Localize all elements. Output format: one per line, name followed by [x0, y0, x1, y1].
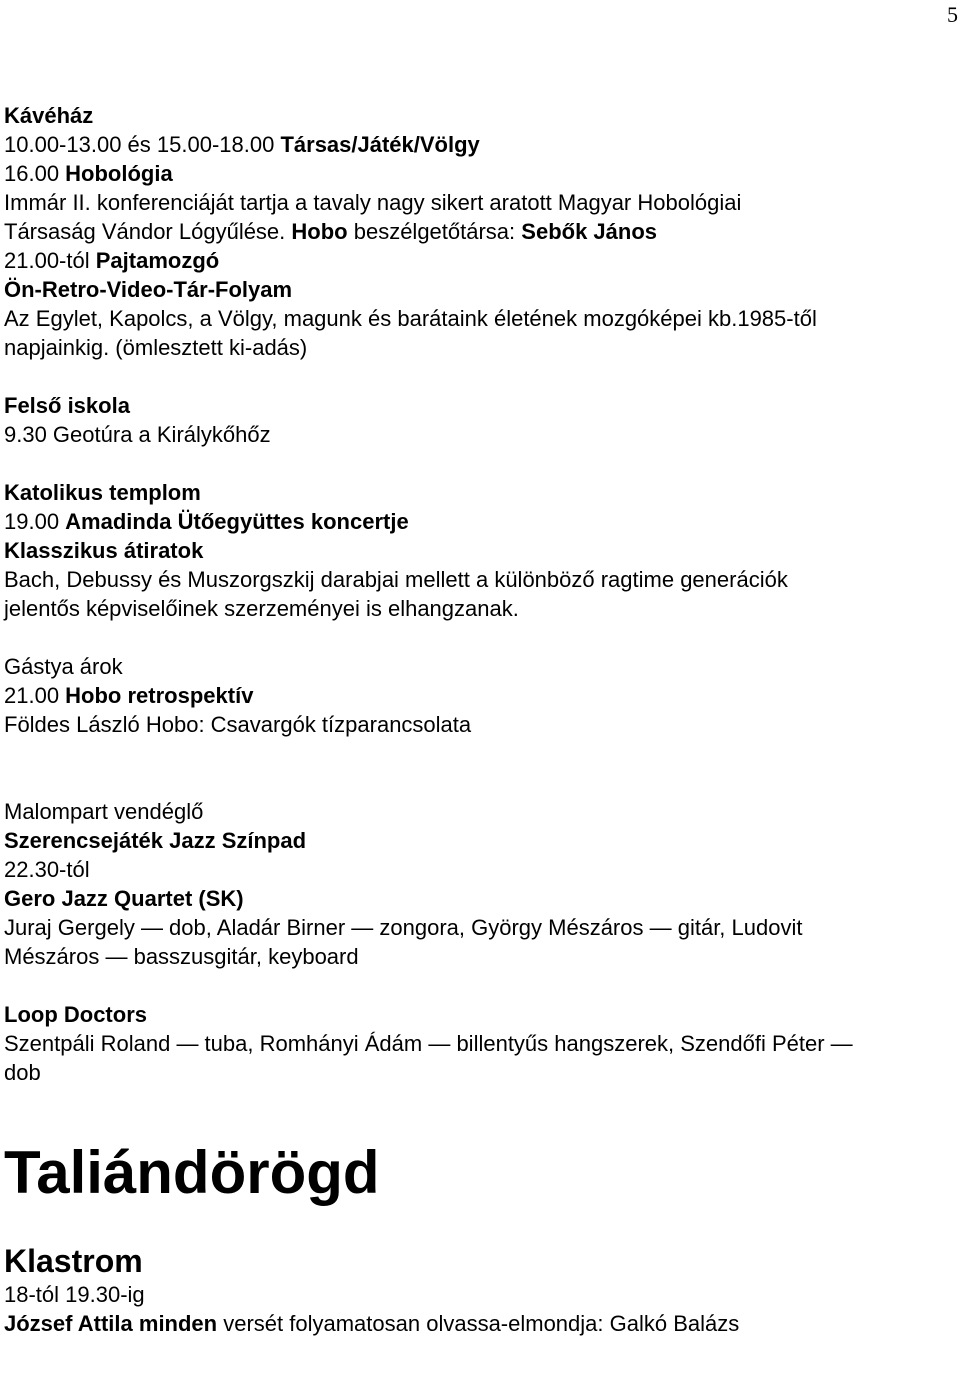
event-subtitle: Ön-Retro-Video-Tár-Folyam	[4, 277, 293, 302]
section-katolikus-templom	[4, 478, 944, 623]
section-taliandorogd	[4, 1137, 944, 1338]
event-time: 16.00	[4, 161, 66, 186]
venue-heading: Kávéház	[4, 103, 94, 128]
section-felso-iskola	[4, 391, 944, 449]
program-document	[4, 101, 944, 1338]
event-description: Juraj Gergely — dob, Aladár Birner — zongora, György Mészáros — gitár, Ludovit	[4, 915, 803, 940]
event-description: Immár II. konferenciáját tartja a tavaly nagy sikert aratott Magyar Hobológiai	[4, 190, 742, 215]
venue-heading: Katolikus templom	[4, 480, 201, 505]
section-kavehaz	[4, 101, 944, 362]
event-title: Hobológia	[65, 161, 173, 186]
event-description: jelentős képviselőinek szerzeményei is elhangzanak.	[4, 596, 519, 621]
desc-text: beszélgetőtársa:	[347, 219, 522, 244]
page-number: 5	[947, 2, 958, 27]
event-description: Mészáros — basszusgitár, keyboard	[4, 944, 359, 969]
event-title: József Attila minden	[4, 1311, 218, 1336]
event-description: Szentpáli Roland — tuba, Romhányi Ádám — billentyűs hangszerek, Szendőfi Péter —	[4, 1031, 853, 1056]
event-time: 19.00	[4, 509, 66, 534]
event-time: 10.00-13.00 és 15.00-18.00	[4, 132, 281, 157]
event-description	[4, 217, 944, 246]
event-line	[4, 130, 944, 159]
event-title: Gero Jazz Quartet (SK)	[4, 886, 244, 911]
event-description: Földes László Hobo: Csavargók tízparancsolata	[4, 712, 472, 737]
event-line	[4, 246, 944, 275]
event-time: 21.00	[4, 683, 66, 708]
venue-heading: Felső iskola	[4, 393, 130, 418]
section-gastya-arok	[4, 652, 944, 739]
section-malompart	[4, 797, 944, 1087]
event-time: 18-tól 19.30-ig	[4, 1282, 145, 1307]
village-title: Taliándörögd	[4, 1139, 380, 1206]
event-line	[4, 159, 944, 188]
event-title: Loop Doctors	[4, 1002, 147, 1027]
event-title: Társas/Játék/Völgy	[280, 132, 480, 157]
event-description: napjainkig. (ömlesztett ki-adás)	[4, 335, 308, 360]
event-line: 9.30 Geotúra a Királykőhőz	[4, 422, 271, 447]
event-title: Hobo retrospektív	[65, 683, 254, 708]
event-title: Amadinda Ütőegyüttes koncertje	[65, 509, 409, 534]
event-description: Az Egylet, Kapolcs, a Völgy, magunk és barátaink életének mozgóképei kb.1985-től	[4, 306, 817, 331]
event-description: Bach, Debussy és Muszorgszkij darabjai mellett a különböző ragtime generációk	[4, 567, 788, 592]
event-line	[4, 1309, 944, 1338]
venue-heading: Malompart vendéglő	[4, 799, 204, 824]
event-description: versét folyamatosan olvassa-elmondja: Galkó Balázs	[217, 1311, 740, 1336]
desc-name: Sebők János	[521, 219, 657, 244]
event-line	[4, 507, 944, 536]
event-subtitle: Klasszikus átiratok	[4, 538, 204, 563]
event-description: dob	[4, 1060, 41, 1085]
event-title: Pajtamozgó	[95, 248, 220, 273]
event-time: 22.30-tól	[4, 857, 90, 882]
venue-heading: Klastrom	[4, 1243, 143, 1279]
stage-heading: Szerencsejáték Jazz Színpad	[4, 828, 307, 853]
desc-name: Hobo	[291, 219, 348, 244]
event-line	[4, 681, 944, 710]
desc-text: Társaság Vándor Lógyűlése.	[4, 219, 292, 244]
event-time: 21.00-tól	[4, 248, 96, 273]
venue-heading: Gástya árok	[4, 654, 123, 679]
